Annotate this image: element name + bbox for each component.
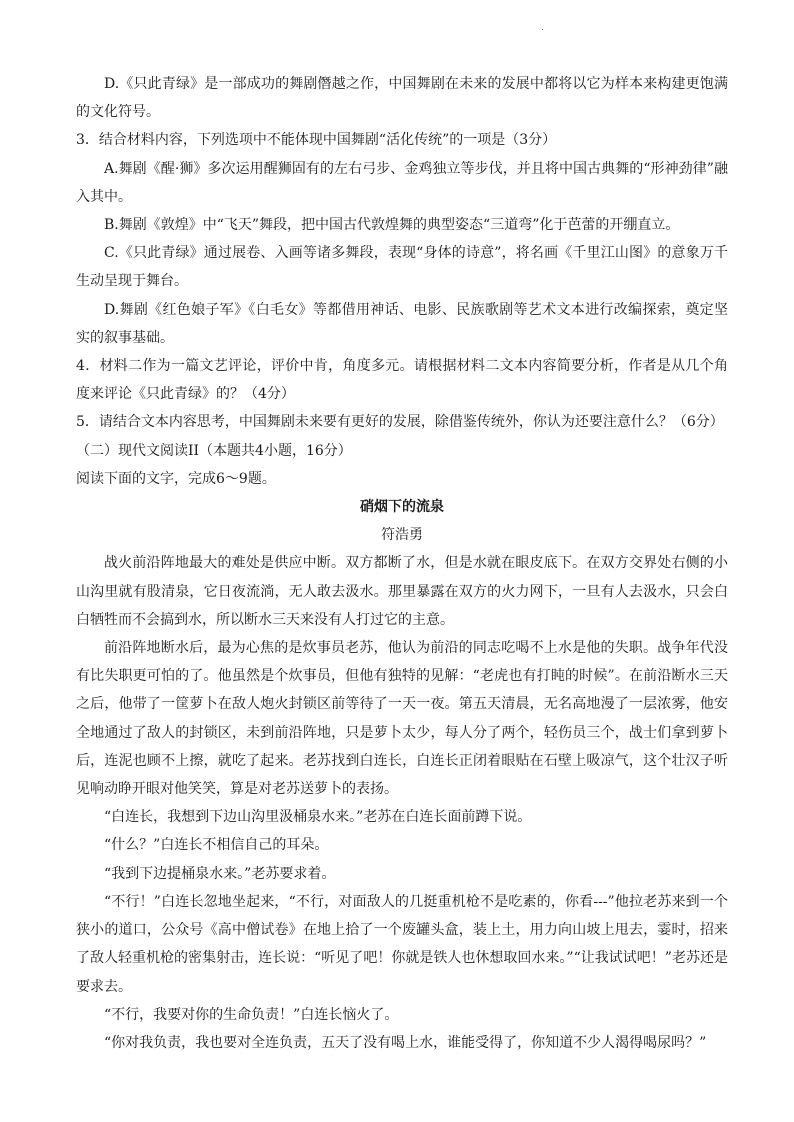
header-mark: · [541,24,544,34]
story-paragraph: “不行！”白连长忽地坐起来，“不行，对面敌人的几挺重机枪不是吃素的，你看---”他拉老苏来到一个狭小的道口，公众号《高中僧试卷》在地上拾了一个废罐头盒，装上土，用力向山坡上甩去，霎时，招来了敌人轻重机枪的密集射击，连长说：“听见了吧！你就是铁人也休想取回水来。”“让我试试吧！”老苏还是要求去。 [76,893,728,995]
story-paragraph: 战火前沿阵地最大的难处是供应中断。双方都断了水，但是水就在眼皮底下。在双方交界处右侧的小山沟里就有股清泉，它日夜流淌，无人敢去汲水。那里暴露在双方的火力网下，一旦有人去汲水，只会白白牺牲而不会搞到水，所以断水三天来没有人打过它的主意。 [76,555,728,628]
story-paragraph: “我到下边提桶泉水来。”老苏要求着。 [104,865,336,882]
option-d-paragraph: D.《只此青绿》是一部成功的舞剧僭越之作，中国舞剧在未来的发展中都将以它为样本来构建更饱满的文化符号。 [76,76,728,121]
reading-instruction: 阅读下面的文字，完成6～9题。 [76,470,276,487]
question-4: 4．材料二作为一篇文艺评论，评价中肯，角度多元。请根据材料二文本内容简要分析，作者是从几个角度来评论《只此青绿》的？（4分） [76,358,728,403]
document-body [76,70,728,1057]
section-heading: （二）现代文阅读II（本题共4小题，16分） [76,442,352,459]
story-author: 符浩勇 [381,527,423,544]
story-paragraph: “白连长，我想到下边山沟里汲桶泉水来。”老苏在白连长面前蹲下说。 [104,809,532,826]
option-b: B.舞剧《敦煌》中“飞天”舞段，把中国古代敦煌舞的典型姿态“三道弯”化于芭蕾的开绷直立。 [104,217,680,234]
option-c: C.《只此青绿》通过展卷、入画等诸多舞段，表现“身体的诗意”，将名画《千里江山图》的意象万千生动呈现于舞台。 [76,245,728,290]
story-paragraph: “什么？”白连长不相信自己的耳朵。 [104,837,329,854]
option-a: A.舞剧《醒·狮》多次运用醒狮固有的左右弓步、金鸡独立等步伐，并且将中国古典舞的“形神劲律”融入其中。 [76,160,728,205]
question-5: 5．请结合文本内容思考，中国舞剧未来要有更好的发展，除借鉴传统外，你认为还要注意什么？（6分） [76,414,724,431]
story-title: 硝烟下的流泉 [360,499,444,516]
option-d: D.舞剧《红色娘子军》《白毛女》等都借用神话、电影、民族歌剧等艺术文本进行改编探索，奠定坚实的叙事基础。 [76,301,728,346]
story-paragraph: 前沿阵地断水后，最为心焦的是炊事员老苏，他认为前沿的同志吃喝不上水是他的失职。战争年代没有比失职更可怕的了。他虽然是个炊事员，但他有独特的见解：“老虎也有打盹的时候”。在前沿断水三天之后，他带了一筐萝卜在敌人炮火封锁区前等待了一天一夜。第五天清晨，无名高地漫了一层浓雾，他安全地通过了敌人的封锁区，未到前沿阵地，只是萝卜太少，每人分了两个，轻伤员三个，战士们拿到萝卜后，连泥也顾不上擦，就吃了起来。老苏找到白连长，白连长正闭着眼贴在石壁上吸凉气，这个壮汉子听见响动睁开眼对他笑笑，算是对老苏送萝卜的表扬。 [76,640,728,798]
question-3: 3．结合材料内容，下列选项中不能体现中国舞剧“活化传统”的一项是（3分） [76,132,557,149]
story-paragraph: “不行，我要对你的生命负责！”白连长恼火了。 [104,1006,399,1023]
story-paragraph: “你对我负责，我也要对全连负责，五天了没有喝上水，谁能受得了，你知道不少人渴得喝尿吗？” [104,1034,707,1051]
